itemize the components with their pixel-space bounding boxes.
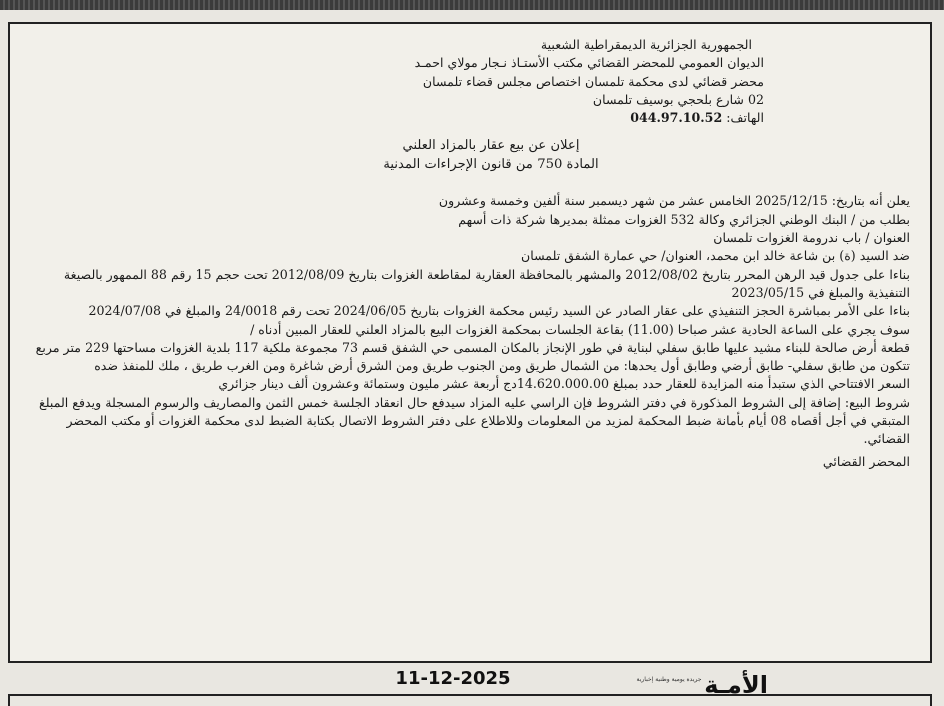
address-line: 02 شارع بلحجي بوسيف تلمسان [592,91,764,107]
sale-conditions: شروط البيع: إضافة إلى الشروط المذكورة في دفتر الشروط فإن الراسي عليه المزاد سيدفع حال انعقاد الجلسة خمس الثمن والمصاريف والرسوم المسجلة ويدفع المبلغ المتبقي في أجل أقصاه 08 أيام بأمانة ضبط المحكمة لمزيد من المعلومات وللاطلاع على دفتر الشروط الاتصال بكتابة الضبط لدى محكمة الغزوات أو مكتب المحضر القضائي. [39,394,910,447]
republic-line: الجمهورية الجزائرية الديمقراطية الشعبية [540,37,752,52]
office-line: الديوان العمومي للمحضر القضائي مكتب الأستـاذ نـجار مولاي احمـد [414,55,764,71]
title-line-2: المادة 750 من قانون الإجراءات المدنية [383,157,599,173]
requesting-party: بطلب من / البنك الوطني الجزائري وكالة 532 الغزوات ممثلة بمديرها شركة ذات أسهم [458,211,910,227]
publication-date: 11-12-2025 [395,668,511,689]
signature: المحضر القضائي [822,453,910,469]
property-description: قطعة أرض صالحة للبناء مشيد عليها طابق سفلي لبناية في طور الإنجاز بالمكان المسمى حي الشفق قسم 73 مجموعة ملكية 117 بلدية الغزوات مساحتها 229 متر مربع تتكون من طابق سفلي- طابق أرضي وطابق أول يحدها: من الشمال طريق ومن الجنوب طريق ومن الشرق أرض شاغرة ومن الغرب طريق ، ملك للمنفذ ضده [35,339,910,374]
logo-tagline: جريدة يومية وطنية إخبارية [636,676,702,683]
announcement-date: يعلن أنه بتاريخ: 2025/12/15 الخامس عشر من شهر ديسمبر سنة ألفين وخمسة وعشرون [438,193,910,209]
top-border-strip [0,0,944,10]
notice-frame [8,22,932,663]
phone-line [32,109,764,127]
auction-time: سوف يجري على الساعة الحادية عشر صباحا (11.00) بقاعة الجلسات بمحكمة الغزوات البيع بالمزاد العلني للعقار المبين أدناه / [250,321,910,337]
phone-number: 044.97.10.52 [630,110,723,126]
seizure-order: بناءا على الأمر بمباشرة الحجز التنفيذي على عقار الصادر عن السيد رئيس محكمة الغزوات بتاريخ 2024/06/05 تحت رقم 24/0018 والمبلغ في 2024/07/08 [88,303,910,319]
notice-title [72,136,910,174]
title-line-1: إعلان عن بيع عقار بالمزاد العلني [402,138,580,154]
opening-price: السعر الافتتاحي الذي ستبدأ منه المزايدة للعقار حدد بمبلغ 14.620.000.00دج أربعة عشر مليون وستمائة وعشرون ألف دينار جزائري [218,376,910,392]
date-rule [278,664,628,696]
next-frame-edge [8,694,932,706]
logo-wordmark: الأمـة [704,671,768,699]
court-line: محضر قضائي لدى محكمة تلمسان اختصاص مجلس قضاء تلمسان [422,73,764,89]
issuer-header [32,36,764,127]
auction-notice [32,36,910,471]
phone-label: الهاتف: [726,110,764,126]
mortgage-reference: بناءا على جدول قيد الرهن المحرر بتاريخ 2012/08/02 والمشهر بالمحافظة العقارية لمقاطعة الغزوات بتاريخ 2012/08/09 تحت حجم 15 رقم 88 الممهور بالصيغة التنفيذية والمبلغ في 2023/05/15 [63,266,910,300]
debtor-party: ضد السيد (ة) بن شاعة خالد ابن محمد، العنوان/ حي عمارة الشفق تلمسان [520,248,910,264]
requesting-party-address: العنوان / باب ندرومة الغزوات تلمسان [713,230,910,246]
